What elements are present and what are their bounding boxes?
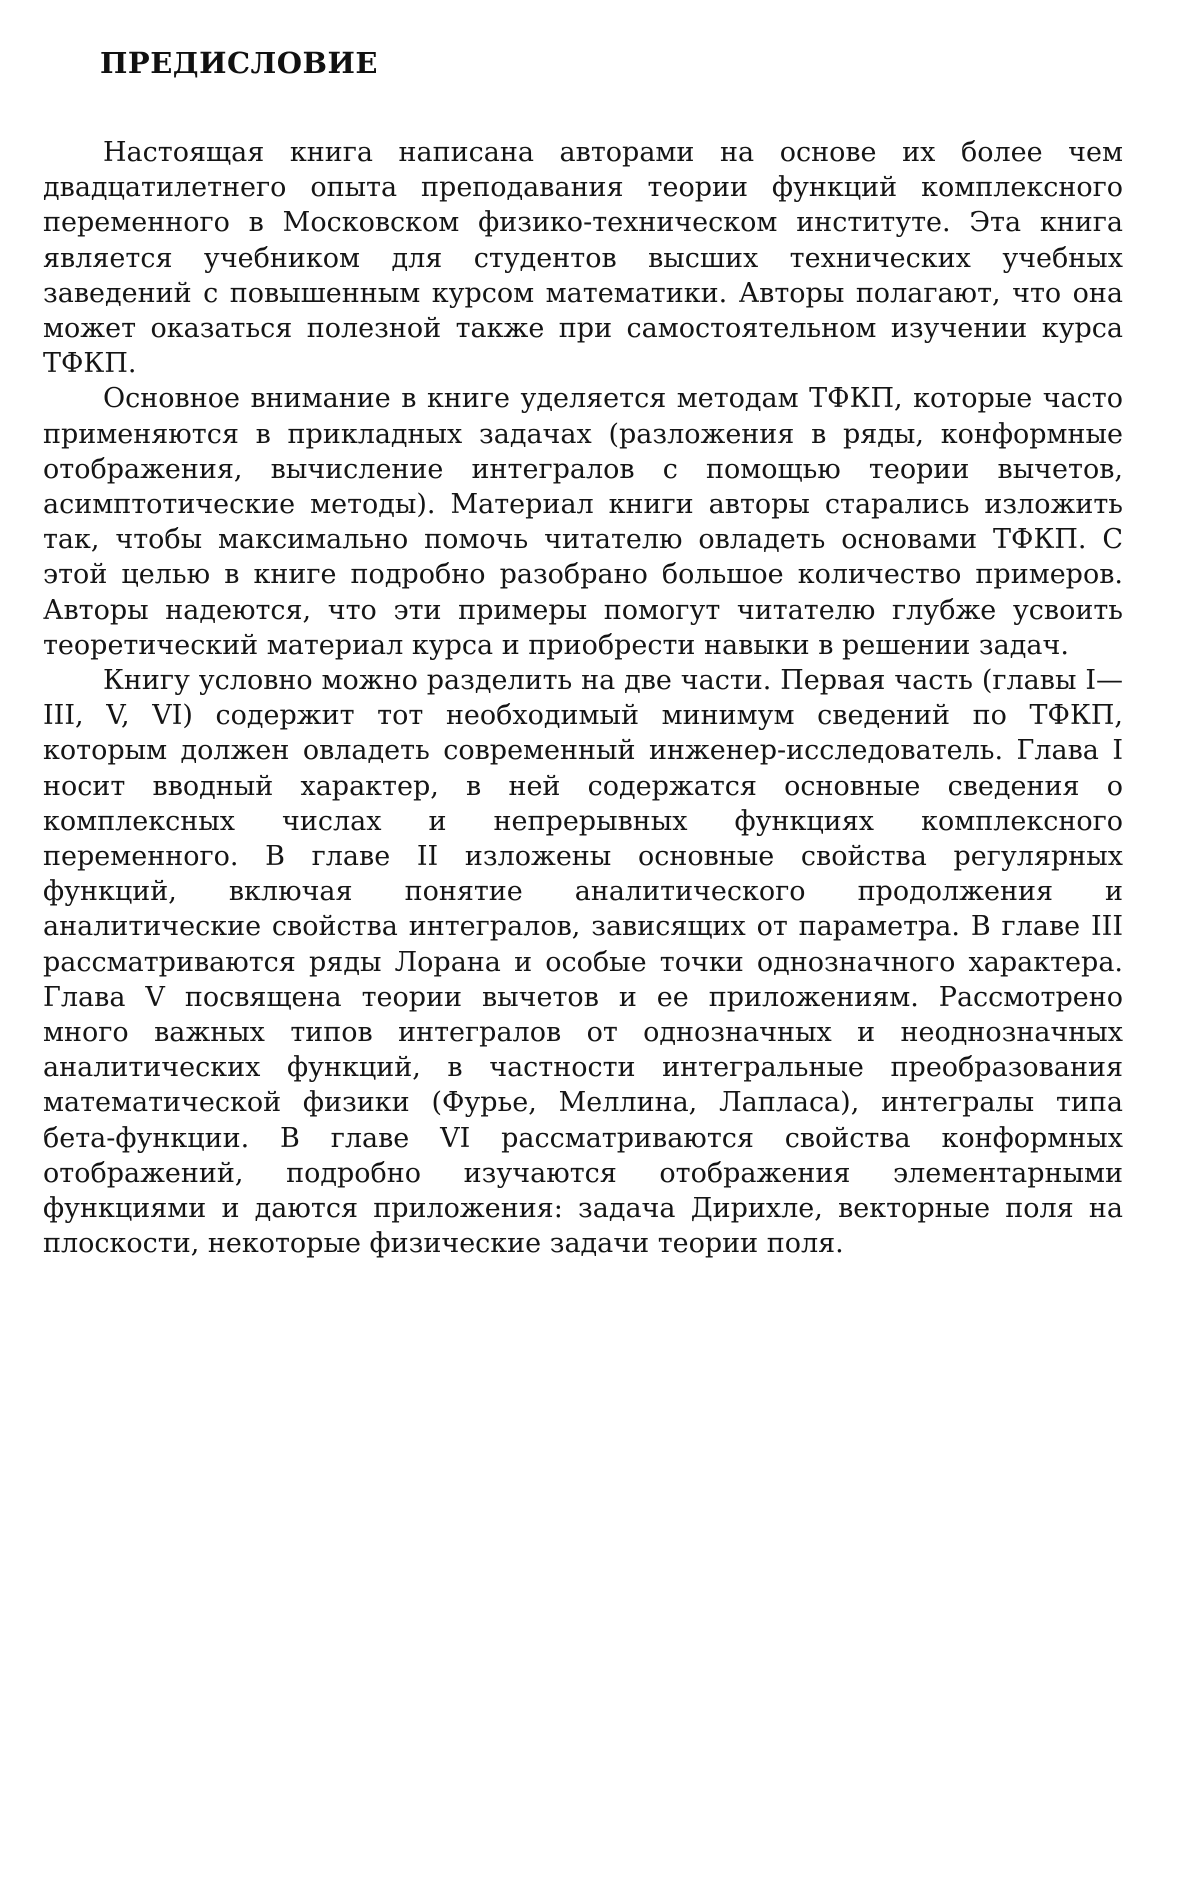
page-title: ПРЕДИСЛОВИЕ: [100, 46, 378, 80]
paragraph-3: Книгу условно можно разделить на две части. Первая часть (главы I—III, V, VI) содержит тот необходимый минимум сведений по ТФКП, которым должен овладеть современный инженер-исследователь. Глава I носит вводный характер, в ней содержатся основные сведения о комплексных числах и непрерывных функциях комплексного переменного. В главе II изложены основные свойства регулярных функций, включая понятие аналитического продолжения и аналитические свойства интегралов, зависящих от параметра. В главе III рассматриваются ряды Лорана и особые точки однозначного характера. Глава V посвящена теории вычетов и ее приложениям. Рассмотрено много важных типов интегралов от однозначных и неоднозначных аналитических функций, в частности интегральные преобразования математической физики (Фурье, Меллина, Лапласа), интегралы типа бета-функции. В главе VI рассматриваются свойства конформных отображений, подробно изучаются отображения элементарными функциями и даются приложения: задача Дирихле, векторные поля на плоскости, некоторые физические задачи теории поля.: [43, 665, 1123, 1260]
preface-body: [43, 135, 1123, 1262]
paragraph-2: Основное внимание в книге уделяется методам ТФКП, которые часто применяются в прикладных задачах (разложения в ряды, конформные отображения, вычисление интегралов с помощью теории вычетов, асимптотические методы). Материал книги авторы старались изложить так, чтобы максимально помочь читателю овладеть основами ТФКП. С этой целью в книге подробно разобрано большое количество примеров. Авторы надеются, что эти примеры помогут читателю глубже усвоить теоретический материал курса и приобрести навыки в решении задач.: [43, 383, 1123, 661]
paragraph-1: Настоящая книга написана авторами на основе их более чем двадцатилетнего опыта преподавания теории функций комплексного переменного в Московском физико-техническом институте. Эта книга является учебником для студентов высших технических учебных заведений с повышенным курсом математики. Авторы полагают, что она может оказаться полезной также при самостоятельном изучении курса ТФКП.: [43, 137, 1123, 380]
